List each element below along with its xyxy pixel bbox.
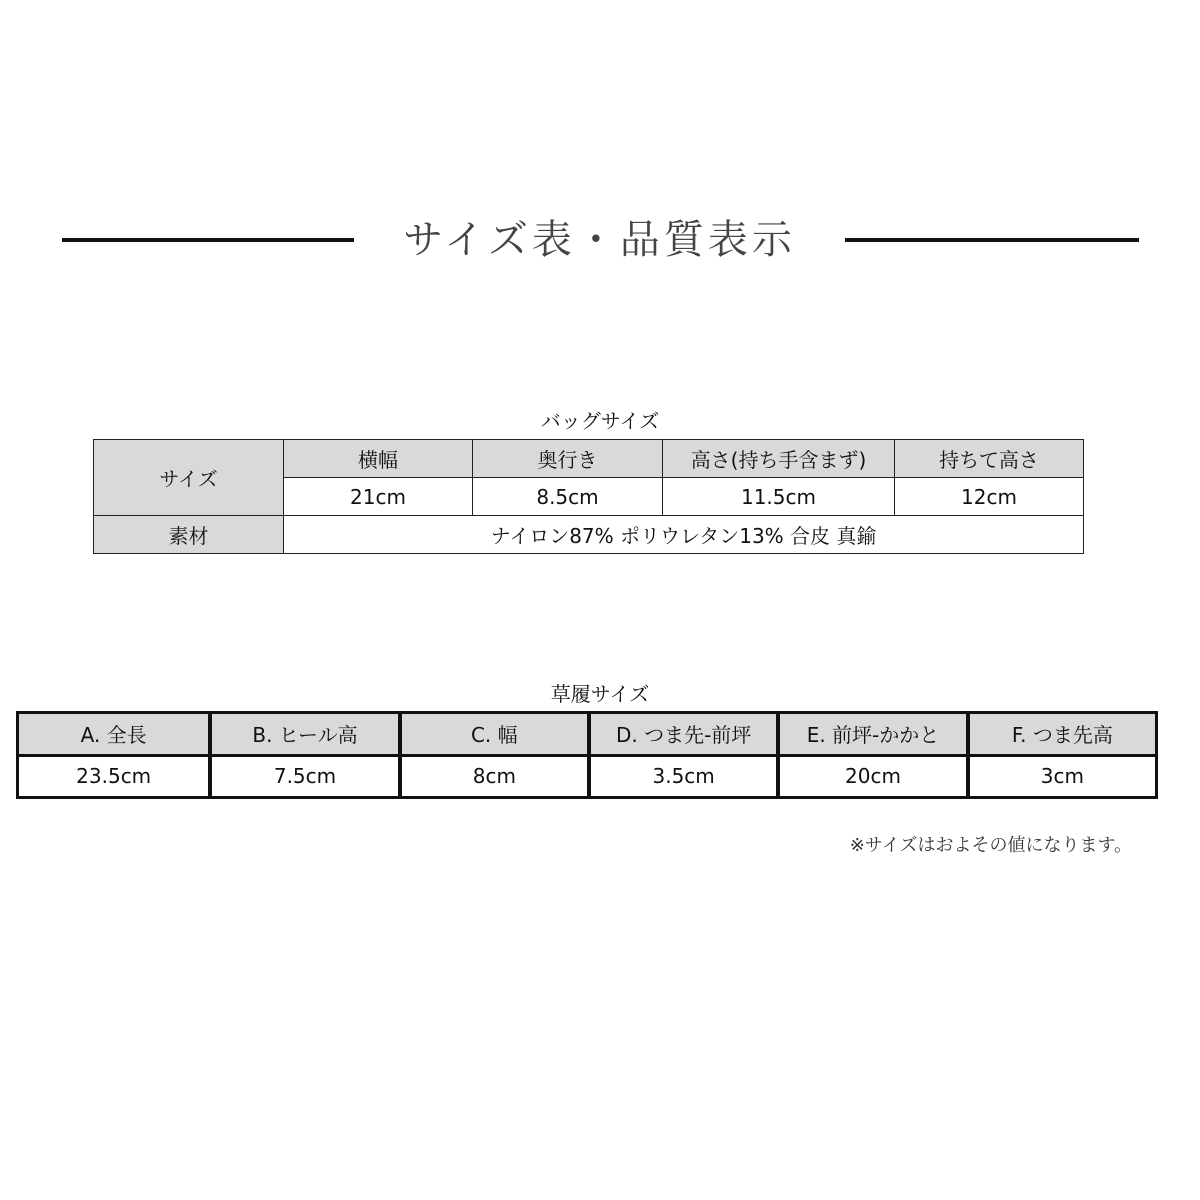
title-rule-right	[845, 238, 1139, 242]
bag-size-table	[93, 439, 1084, 554]
sandal-header-cell: F. つま先高	[966, 714, 1155, 757]
sandal-header-cell: B. ヒール高	[208, 714, 397, 757]
sandal-size-caption: 草履サイズ	[550, 682, 650, 706]
bag-header-cell: 奥行き	[473, 440, 663, 478]
bag-header-row	[94, 440, 1084, 478]
sandal-header-cell: A. 全長	[19, 714, 208, 757]
sandal-size-table	[19, 714, 1155, 796]
bag-header-cell: 持ちて高さ	[895, 440, 1084, 478]
sandal-value-cell: 23.5cm	[19, 757, 208, 796]
sandal-value-row	[19, 757, 1155, 796]
bag-row-label-material: 素材	[94, 516, 284, 554]
size-approximation-note: ※サイズはおよその値になります。	[849, 835, 1132, 856]
page-title: サイズ表・品質表示	[403, 217, 796, 263]
bag-row-label-size: サイズ	[94, 440, 284, 516]
bag-value-cell: 11.5cm	[663, 478, 895, 516]
sandal-value-cell: 8cm	[398, 757, 587, 796]
sandal-header-cell: E. 前坪-かかと	[776, 714, 965, 757]
bag-value-cell: 21cm	[284, 478, 473, 516]
bag-value-cell: 12cm	[895, 478, 1084, 516]
sandal-value-cell: 3cm	[966, 757, 1155, 796]
sandal-value-cell: 20cm	[776, 757, 965, 796]
bag-material-value: ナイロン87% ポリウレタン13% 合皮 真鍮	[284, 516, 1084, 554]
bag-value-cell: 8.5cm	[473, 478, 663, 516]
sandal-header-cell: D. つま先-前坪	[587, 714, 776, 757]
bag-material-row	[94, 516, 1084, 554]
sandal-header-cell: C. 幅	[398, 714, 587, 757]
sandal-header-row	[19, 714, 1155, 757]
title-rule-left	[62, 238, 354, 242]
bag-size-caption: バッグサイズ	[540, 409, 660, 433]
sandal-value-cell: 3.5cm	[587, 757, 776, 796]
sandal-value-cell: 7.5cm	[208, 757, 397, 796]
bag-header-cell: 横幅	[284, 440, 473, 478]
bag-header-cell: 高さ(持ち手含まず)	[663, 440, 895, 478]
